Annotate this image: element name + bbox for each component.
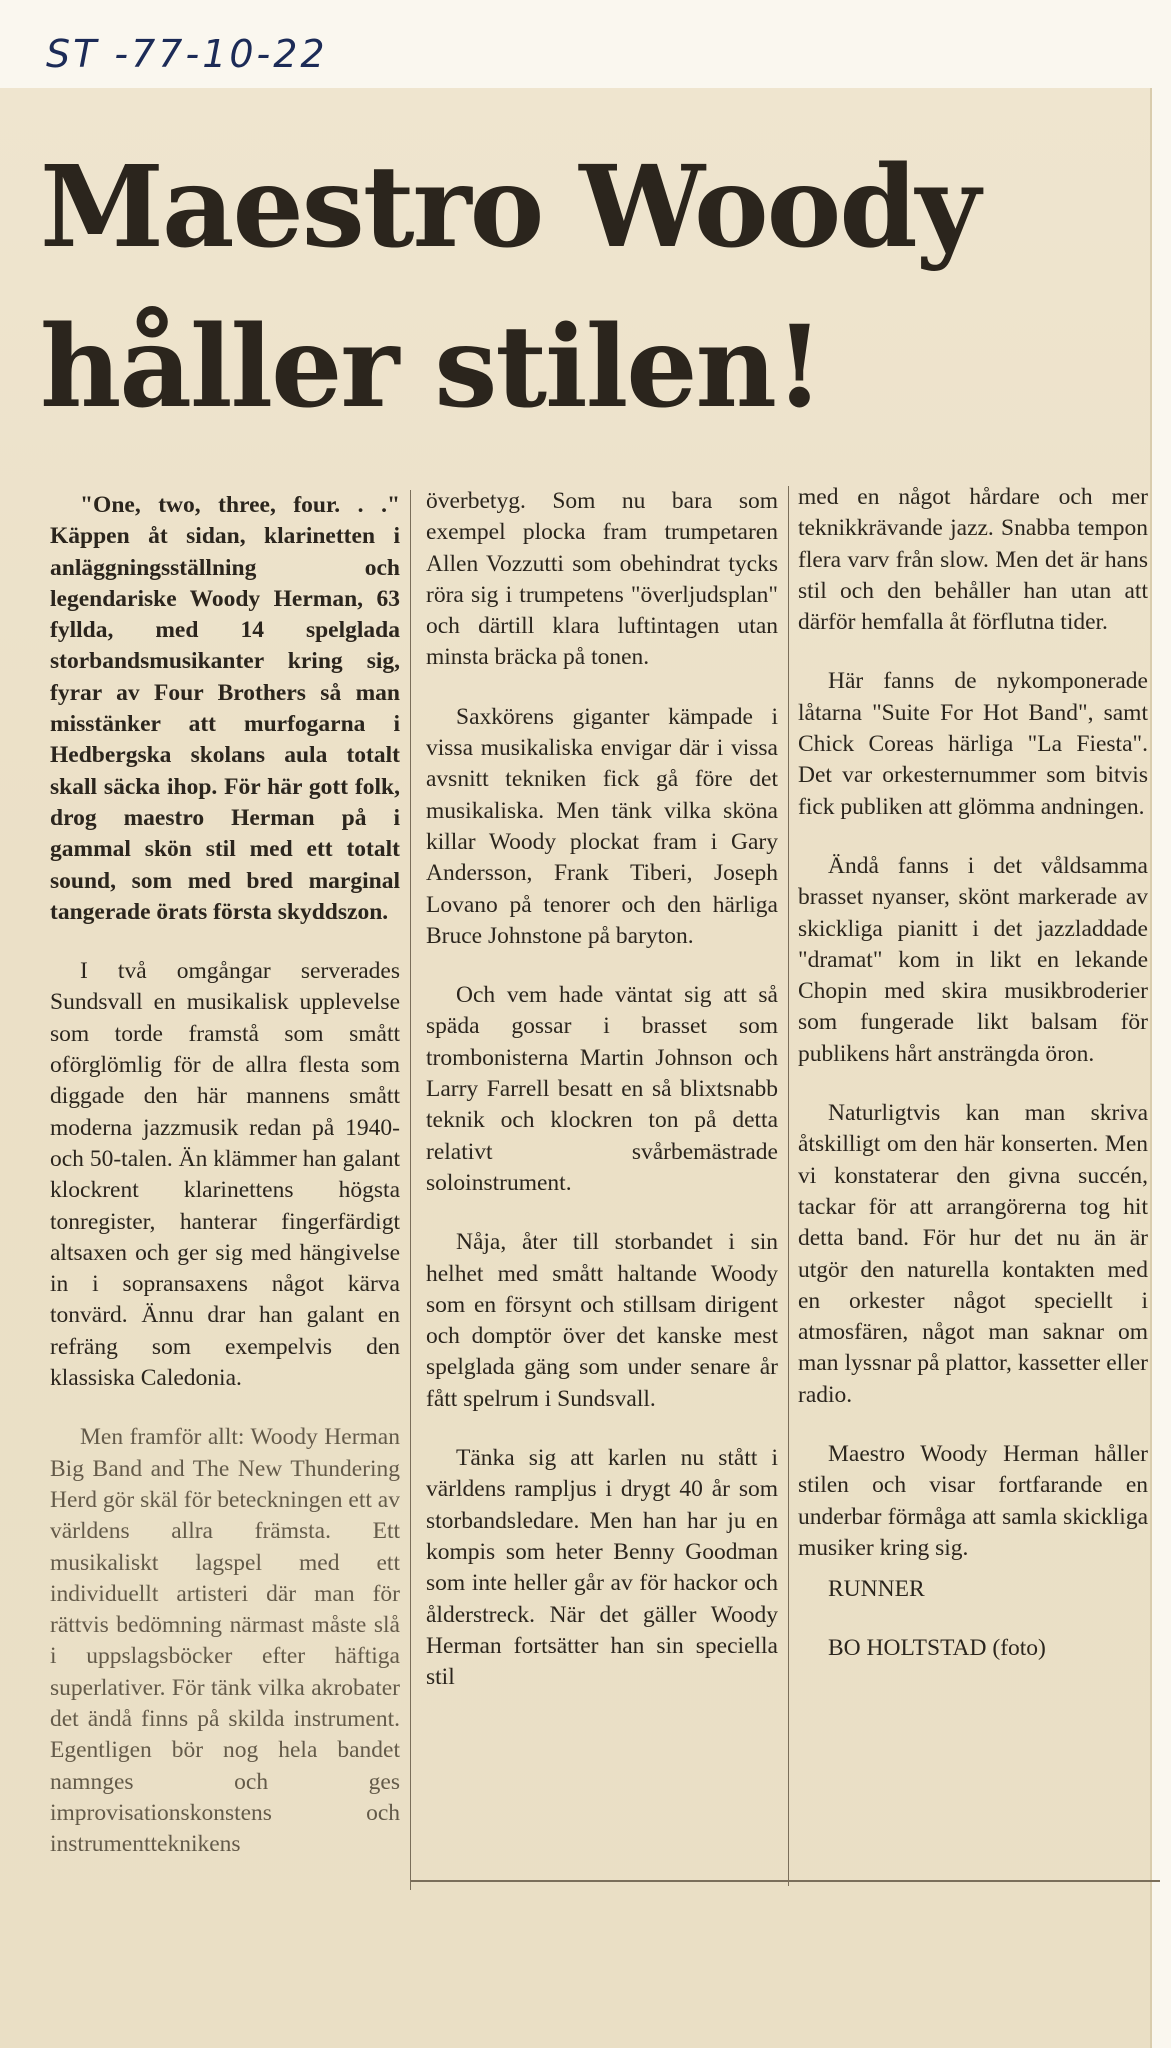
paragraph: med en något hårdare och mer teknikkrävande jazz. Snabba tempon flera varv från slow. Men det är hans stil och den behåller han utan att därför hemfalla åt förflutna tider. xyxy=(798,484,1148,636)
headline-line-1: Maestro Woody xyxy=(40,142,979,273)
paragraph: Saxkörens giganter kämpade i vissa musikaliska envigar där i vissa avsnitt tekniken fick gå före det musikaliska. Men tänk vilka sköna killar Woody plockat fram i Gary Andersson, Frank Tiberi, Joseph Lovano på tenorer och den härliga Bruce Johnstone på baryton. xyxy=(426,703,778,949)
paragraph: Här fanns de nykomponerade låtarna "Suite For Hot Band", samt Chick Coreas härliga "La Fiesta". Det var orkesternummer som bitvis fick publiken att glömma andningen. xyxy=(798,668,1148,820)
headline xyxy=(40,128,1130,448)
paragraph: I två omgångar serverades Sundsvall en musikalisk upplevelse som torde framstå som smått oförglömlig för de allra flesta som diggade den här mannens smått moderna jazzmusik redan på 1940- och 50-talen. Än klämmer han galant klockrent klarinettens högsta tonregister, hanterar fingerfärdigt altsaxen och ger sig med hängivelse in i sopransaxens något kärva tonvärd. Ännu drar han galant en refräng som exempelvis den klassiska Caledonia. xyxy=(50,958,400,1392)
paragraph: Maestro Woody Herman håller stilen och visar fortfarande en underbar förmåga att samla skickliga musiker kring sig. xyxy=(798,1441,1148,1561)
bottom-rule xyxy=(410,1880,1160,1882)
headline-line-2: håller stilen! xyxy=(40,302,823,433)
byline-photo: BO HOLTSTAD (foto) xyxy=(828,1635,1046,1662)
article-column-3 xyxy=(798,482,1148,1692)
paragraph: Tänka sig att karlen nu stått i världens rampljus i drygt 40 år som storbandsledare. Men han har ju en kompis som heter Benny Goodman som inte heller går av för hackor och ålderstreck. När det gäller Woody Herman fortsätter han sin speciella stil xyxy=(426,1445,778,1691)
byline-author: RUNNER xyxy=(828,1576,925,1603)
paragraph: Men framför allt: Woody Herman Big Band and The New Thundering Herd gör skäl för beteckningen ett av världens allra främsta. Ett musikaliskt lagspel med ett individuellt artisteri där man för rättvis bedömning närmast måste slå i uppslagsböcker efter häftiga superlativer. För tänk vilka akrobater det ändå finns på skilda instrument. Egentligen bör nog hela bandet namnges och ges improvisationskonstens och instrumentteknikens xyxy=(50,1424,400,1858)
paragraph: Och vem hade väntat sig att så späda gossar i brasset som trombonisterna Martin Johnson och Larry Farrell besatt en så blixtsnabb teknik och klockren ton på detta relativt svårbemästrade soloinstrument. xyxy=(426,982,778,1196)
article-column-2 xyxy=(426,486,778,1721)
paragraph: Ändå fanns i det våldsamma brasset nyanser, skönt markerade av skickliga pianitt i det jazzladdade "dramat" kom in likt en lekande Chopin med skira musikbroderier som fungerade likt balsam för publikens hårt ansträngda öron. xyxy=(798,852,1148,1067)
column-rule-1 xyxy=(410,490,411,1890)
paragraph: Naturligtvis kan man skriva åtskilligt om den här konserten. Men vi konstaterar den givna succén, tackar för att arrangörerna tog hit detta band. För hur det nu än är utgör den naturella kontakten med en orkester något speciellt i atmosfären, något man saknar om man lyssnar på plattor, kassetter eller radio. xyxy=(798,1100,1148,1408)
paragraph: överbetyg. Som nu bara som exempel plocka fram trumpetaren Allen Vozzutti som obehindrat tycks röra sig i trumpetens "överljudsplan" och därtill klara luftintagen utan minsta bräcka på tonen. xyxy=(426,488,778,671)
column-rule-2 xyxy=(788,486,789,1886)
handwritten-date: ST -77-10-22 xyxy=(46,32,328,76)
clipping-edge xyxy=(1150,88,1171,2048)
paragraph: Nåja, åter till storbandet i sin helhet med smått haltande Woody som en försynt och stillsam dirigent och domptör över det kanske mest spelglada gäng som under senare år fått spelrum i Sundsvall. xyxy=(426,1229,778,1412)
article-column-1 xyxy=(50,490,400,1888)
paragraph: "One, two, three, four. . ." Käppen åt sidan, klarinetten i anläggningsställning och legendariske Woody Herman, 63 fyllda, med 14 spelglada storbandsmusikanter kring sig, fyrar av Four Brothers så man misstänker att murfogarna i Hedbergska skolans aula totalt skall säcka ihop. För här gott folk, drog maestro Herman på i gammal skön stil med ett totalt sound, som med bred marginal tangerade örats första skyddszon. xyxy=(50,492,400,925)
